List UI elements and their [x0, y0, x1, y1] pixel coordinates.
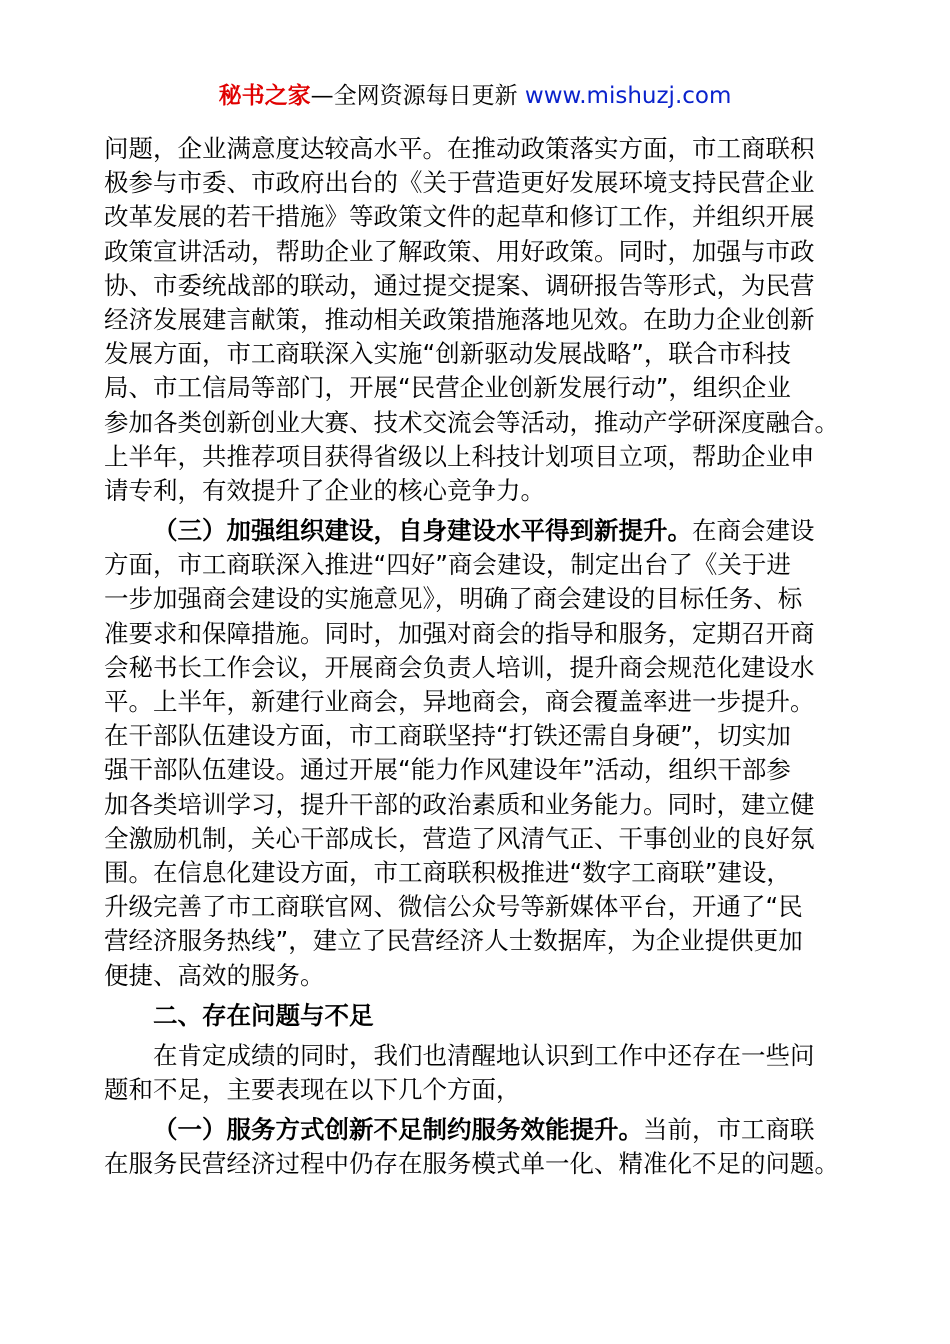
site-url-link[interactable]: www.mishuzj.com: [524, 83, 732, 109]
text-line: 强干部队伍建设。通过开展“能力作风建设年”活动，组织干部参: [104, 755, 791, 785]
text-line: 方面，市工商联深入推进“四好”商会建设，制定出台了《关于进: [104, 550, 791, 580]
site-tagline: —全网资源每日更新: [310, 83, 525, 109]
text-line: 便捷、高效的服务。: [104, 960, 325, 990]
text-line: 在肯定成绩的同时，我们也清醒地认识到工作中还存在一些问: [153, 1040, 815, 1070]
section-heading: （三）加强组织建设，自身建设水平得到新提升。: [153, 516, 692, 546]
text-line: 极参与市委、市政府出台的《关于营造更好发展环境支持民营企业: [104, 168, 815, 198]
text-line: 会秘书长工作会议，开展商会负责人培训，提升商会规范化建设水: [104, 652, 815, 682]
site-banner: [0, 80, 950, 112]
paragraph-service-innovation: [104, 1113, 849, 1181]
text-run: 当前，市工商联: [643, 1115, 815, 1145]
text-line: 在服务民营经济过程中仍存在服务模式单一化、精准化不足的问题。: [104, 1149, 839, 1179]
text-line: 全激励机制，关心干部成长，营造了风清气正、干事创业的良好氛: [104, 823, 815, 853]
text-run: 在商会建设: [692, 516, 815, 546]
text-line: 问题，企业满意度达较高水平。在推动政策落实方面，市工商联积: [104, 134, 815, 163]
chapter-heading: 二、存在问题与不足: [153, 1000, 374, 1030]
paragraph-organization-building: [104, 514, 849, 993]
section-heading: （一）服务方式创新不足制约服务效能提升。: [153, 1115, 643, 1145]
text-line: 一步加强商会建设的实施意见》，明确了商会建设的目标任务、标: [104, 584, 803, 614]
text-line: 局、市工信局等部门，开展“民营企业创新发展行动”，组织企业: [104, 373, 791, 403]
text-line: 上半年，共推荐项目获得省级以上科技计划项目立项，帮助企业申: [104, 441, 815, 471]
text-line: 加各类培训学习，提升干部的政治素质和业务能力。同时，建立健: [104, 789, 815, 819]
text-line: 请专利，有效提升了企业的核心竞争力。: [104, 475, 545, 505]
text-line: [104, 1113, 849, 1147]
text-line: 在干部队伍建设方面，市工商联坚持“打铁还需自身硬”，切实加: [104, 721, 791, 751]
paragraph-problems-intro: [104, 1039, 849, 1107]
text-line: 改革发展的若干措施》等政策文件的起草和修订工作，并组织开展: [104, 202, 815, 232]
paragraph-policy-innovation: [104, 132, 849, 508]
site-brand: 秘书之家: [218, 83, 311, 109]
text-line: 营经济服务热线”，建立了民营经济人士数据库，为企业提供更加: [104, 926, 803, 956]
text-line: [104, 514, 849, 548]
text-line: 升级完善了市工商联官网、微信公众号等新媒体平台，开通了“民: [104, 892, 803, 922]
text-line: 准要求和保障措施。同时，加强对商会的指导和服务，定期召开商: [104, 618, 815, 648]
text-line: 参加各类创新创业大赛、技术交流会等活动，推动产学研深度融合。: [104, 407, 839, 437]
text-line: 协、市委统战部的联动，通过提交提案、调研报告等形式，为民营: [104, 270, 815, 300]
text-line: 题和不足，主要表现在以下几个方面，: [104, 1075, 521, 1105]
text-line: 经济发展建言献策，推动相关政策措施落地见效。在助力企业创新: [104, 304, 815, 334]
text-line: 政策宣讲活动，帮助企业了解政策、用好政策。同时，加强与市政: [104, 236, 815, 266]
document-body: [104, 132, 849, 1182]
text-line: 发展方面，市工商联深入实施“创新驱动发展战略”，联合市科技: [104, 339, 791, 369]
text-line: 平。上半年，新建行业商会，异地商会，商会覆盖率进一步提升。: [104, 687, 815, 716]
text-line: 围。在信息化建设方面，市工商联积极推进“数字工商联”建设，: [104, 857, 791, 887]
